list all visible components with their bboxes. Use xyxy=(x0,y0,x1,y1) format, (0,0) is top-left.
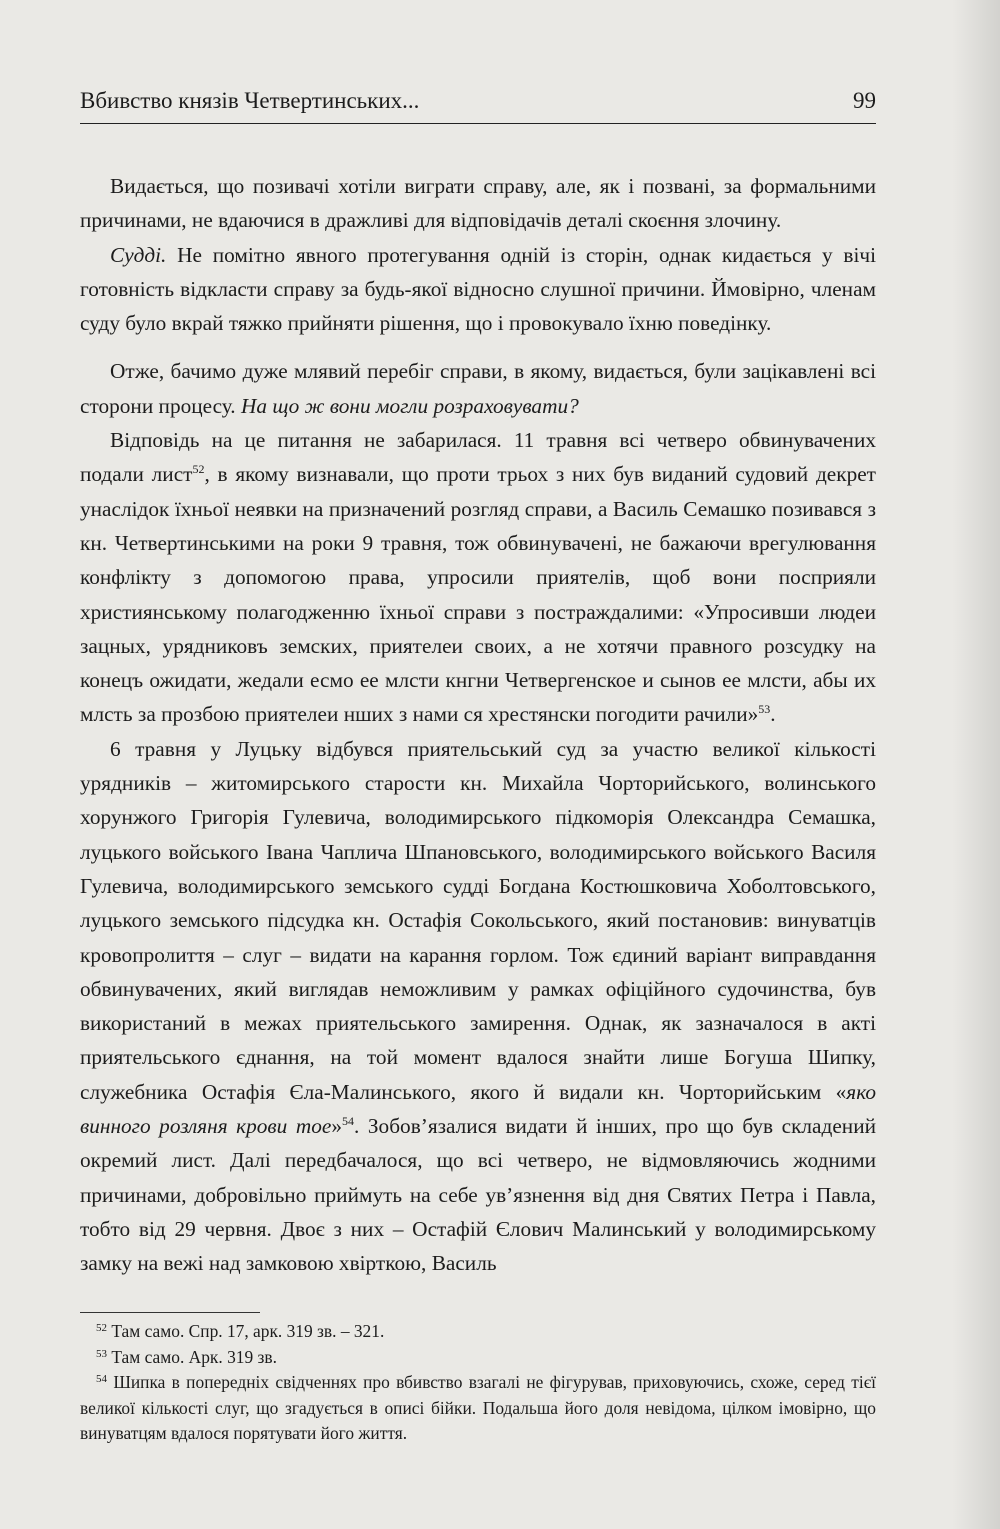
paragraph-4: Відповідь на це питання не забарилася. 11 травня всі четверо обвинувачених подали лист$^{52}$, в якому визнавали, що проти трьох з них був виданий судовий декрет унаслідок їхньої неявки на призначений розгляд справи, а Василь Семашко позивався з кн. Четвертинськими на роки 9 травня, тож обвинувачені, не бажаючи врегулювання конфлікту з допомогою права, упросили приятелів, щоб вони посприяли християнському полагодженню їхньої справи з постраждалими: «Упросивши людеи зацных, урядниковъ земских, приятелеи своих, а не хотячи правного розсудку на конецъ ожидати, жедали есмо ее млсти кнгни Четвергенское и сынов ее млсти, абы их млсть за прозбою приятелеи нших з нами ся хрестянски погодити рачили»$^{53}$. xyxy=(80,428,876,727)
page-number: 99 xyxy=(853,88,876,113)
paragraph-3: Отже, бачимо дуже млявий перебіг справи, в якому, видається, були зацікавлені всі сторони процесу. На що ж вони могли розраховувати? xyxy=(80,359,876,418)
footnote-ref-52[interactable]: 52 xyxy=(192,462,205,477)
paragraph-1: Видається, що позивачі хотіли виграти справу, але, як і позвані, за формальними причинами, не вдаючися в дражливі для відповідачів деталі скоєння злочину. xyxy=(80,174,876,233)
footnote-ref-53[interactable]: 53 xyxy=(758,702,771,717)
header-rule xyxy=(80,123,876,124)
paragraph-5: 6 травня у Луцьку відбувся приятельський суд за участю великої кількості урядників – житомирського старости кн. Михайла Чорторийського, волинського хорунжого Григорія Гулевича, володимирського підкоморія Олександра Семашка, луцького войського Івана Чаплича Шпановського, володимирського войського Василя Гулевича, володимирського земського судді Богдана Костюшковича Хоболтовського, луцького земського підсудка кн. Остафія Сокольського, який постановив: винуватців кровопролиття – слуг – видати на карання горлом. Тож єдиний варіант виправдання обвинувачених, який виглядав неможливим у рамках офіційного судочинства, був використаний в межах приятельського замирення. Однак, як зазначалося в акті приятельського єднання, на той момент вдалося знайти лише Богуша Шипку, служебника Остафія Єла-Малинського, якого й видали кн. Чорторийським «яко винного розляня крови тое»$^{54}$. Зобов’язалися видати й інших, про що був складений окремий лист. Далі передбачалося, що всі четверо, не відмовляючись жодними причинами, добровільно приймуть на себе ув’язнення від дня Святих Петра і Павла, тобто від 29 червня. Двоє з них – Остафій Єлович Малинський у володимирському замку на вежі над замковою хвірткою, Василь xyxy=(80,736,876,1276)
footnote-53: $^{53}$ Там само. Арк. 319 зв. xyxy=(96,1346,277,1367)
main-text xyxy=(80,169,876,1281)
running-header xyxy=(80,86,876,116)
footnote-54: $^{54}$ Шипка в попередніх свідченнях про вбивство взагалі не фігурував, приховуючись, схоже, серед тієї великої кількості слуг, що згадується в описі бійки. Подальша його доля невідома, цілком імовірно, що винуватцям вдалося порятувати його життя. xyxy=(80,1372,876,1443)
footnote-ref-54[interactable]: 54 xyxy=(342,1114,355,1129)
paragraph-2-lead: Судді. xyxy=(110,242,167,267)
footnotes xyxy=(80,1319,876,1447)
paragraph-3-question: На що ж вони могли розраховувати? xyxy=(240,393,579,418)
paragraph-5-quote: яко винного розляня крови тое xyxy=(80,1079,876,1139)
running-title: Вбивство князів Четвертинських... xyxy=(80,88,420,113)
footnote-52: $^{52}$ Там само. Спр. 17, арк. 319 зв. – 321. xyxy=(96,1321,385,1341)
footnote-rule xyxy=(80,1312,260,1313)
paragraph-2: Судді. Не помітно явного протегування одній із сторін, однак кидається у вічі готовність відкласти справу за будь-якої відносно слушної причини. Ймовірно, членам суду було вкрай тяжко прийняти рішення, що і провокувало їхню поведінку. xyxy=(80,242,876,336)
